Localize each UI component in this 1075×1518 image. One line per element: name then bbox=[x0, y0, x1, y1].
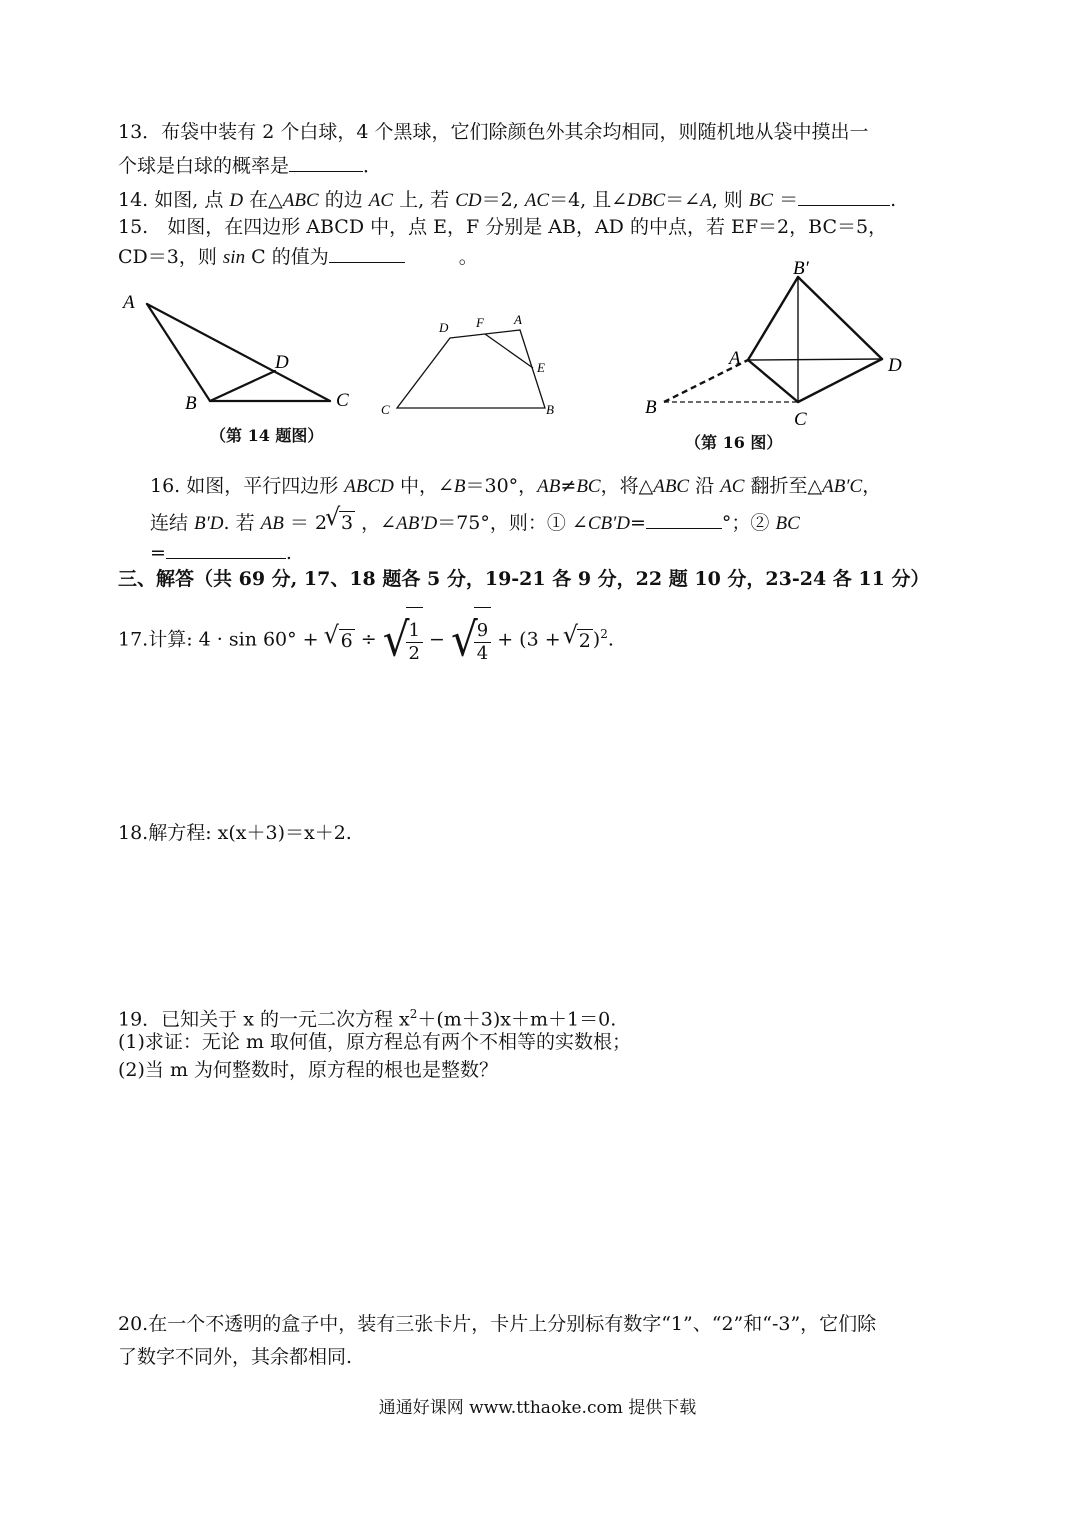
label-b: B bbox=[546, 402, 554, 417]
sqrt-3: √ 3 bbox=[325, 503, 354, 534]
q19-line1: 19．已知关于 x 的一元二次方程 $x^2+(m+3)x+m+1=0$. bbox=[118, 1007, 617, 1031]
q19-line3: (2)当 m 为何整数时，原方程的根也是整数？ bbox=[118, 1059, 499, 1081]
label-c: C bbox=[381, 402, 390, 417]
label-c: C bbox=[336, 390, 349, 411]
label-a: A bbox=[123, 292, 135, 313]
q13-line2: 个球是白球的概率是 ． bbox=[118, 155, 383, 177]
figure-14 bbox=[115, 282, 360, 422]
label-b-prime: B′ bbox=[793, 258, 809, 279]
label-e: E bbox=[537, 360, 545, 375]
q19-line2: (1)求证：无论 m 取何值，原方程总有两个不相等的实数根； bbox=[118, 1031, 632, 1053]
label-a: A bbox=[514, 312, 522, 327]
answer-blank[interactable] bbox=[289, 153, 363, 172]
label-c: C bbox=[794, 409, 807, 430]
label-d: D bbox=[439, 320, 449, 335]
label-b: B bbox=[185, 393, 197, 414]
answer-blank[interactable] bbox=[646, 510, 722, 529]
q16-line3: = . bbox=[150, 542, 292, 564]
label-d: D bbox=[275, 352, 289, 373]
q16-line1: 16. 如图，平行四边形 ABCD 中，∠B＝30°，AB≠BC，将△ABC 沿 AC 翻折至△AB′C， bbox=[150, 475, 882, 497]
figure-16 bbox=[640, 255, 910, 435]
sqrt-fraction-2: √ $\frac{9}{4}$ bbox=[451, 607, 491, 674]
answer-blank[interactable] bbox=[166, 540, 286, 559]
q15-line1: 15. 如图，在四边形 ABCD 中，点 E，F 分别是 AB，AD 的中点，若 EF＝2，BC＝5， bbox=[118, 216, 888, 238]
q15-line2: CD＝3，则 sin C 的值为 。 bbox=[118, 246, 478, 268]
q20-line2: 了数字不同外，其余都相同. bbox=[118, 1346, 353, 1368]
figure-16-caption: （第 16 图） bbox=[685, 433, 783, 452]
label-f: F bbox=[476, 315, 484, 330]
figure-15 bbox=[375, 308, 565, 423]
label-a: A bbox=[729, 348, 741, 369]
label-d: D bbox=[888, 355, 902, 376]
q16-line2: 连结 B′D. 若 AB ＝ 2 √ 3 ，∠AB′D＝75°，则：① ∠CB′D= °；② BC bbox=[150, 503, 800, 534]
figure-14-caption: （第 14 题图） bbox=[210, 426, 324, 445]
q13-line1: 13．布袋中装有 2 个白球，4 个黑球，它们除颜色外其余均相同，则随机地从袋中摸出一 bbox=[118, 121, 869, 143]
answer-blank[interactable] bbox=[798, 187, 890, 206]
q17-line: 17.计算: 4 · sin 60° + √ 6 ÷ √ $\frac{1}{2}$ − √ $\frac{9}{4}$ + (3 + √ 2 )$^2$. bbox=[118, 602, 614, 666]
sqrt-fraction-1: √ $\frac{1}{2}$ bbox=[383, 607, 423, 674]
q20-line1: 20.在一个不透明的盒子中，装有三张卡片，卡片上分别标有数字“1”、“2”和“-3”，它们除 bbox=[118, 1313, 877, 1335]
page-footer: 通通好课网 www.tthaoke.com 提供下载 bbox=[378, 1398, 697, 1418]
q14-line: 14. 如图, 点 D 在△ABC 的边 AC 上, 若 CD＝2, AC＝4, 且∠DBC＝∠A, 则 BC ＝ . bbox=[118, 189, 897, 211]
q18-line: 18.解方程: x(x＋3)＝x＋2. bbox=[118, 822, 352, 844]
label-b: B bbox=[645, 397, 657, 418]
section-3-heading: 三、解答（共 69 分, 17、18 题各 5 分，19-21 各 9 分，22 题 10 分，23-24 各 11 分） bbox=[118, 568, 930, 590]
answer-blank[interactable] bbox=[329, 244, 405, 263]
